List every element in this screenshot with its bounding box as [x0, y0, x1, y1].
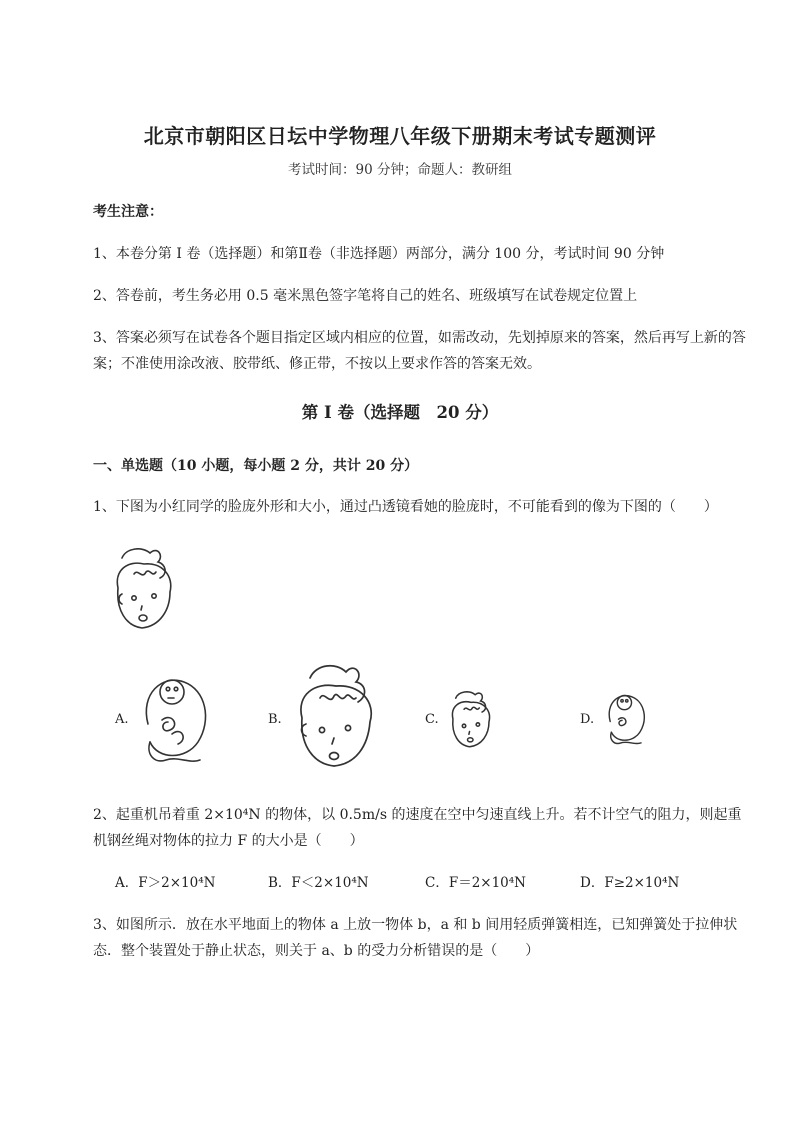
exam-title: 北京市朝阳区日坛中学物理八年级下册期末考试专题测评 — [143, 124, 657, 148]
question-2-option-d: D．F≥2×10⁴N — [580, 875, 680, 891]
notice-item-3: 3、答案必须写在试卷各个题目指定区域内相应的位置，如需改动，先划掉原来的答案，然后再写上新的答案；不准使用涂改液、胶带纸、修正带，不按以上要求作答的答案无效。 — [93, 330, 746, 372]
notice-heading: 考生注意： — [93, 204, 163, 220]
reference-face-image — [108, 544, 183, 632]
question-1-option-a-label: A. — [115, 712, 129, 727]
exam-subtitle: 考试时间：90 分钟；命题人：教研组 — [288, 162, 512, 178]
notice-item-2: 2、答卷前，考生务必用 0.5 毫米黑色签字笔将自己的姓名、班级填写在试卷规定位置上 — [93, 288, 638, 304]
question-2-text: 2、起重机吊着重 2×10⁴N 的物体，以 0.5m/s 的速度在空中匀速直线上升。若不计空气的阻力，则起重机钢丝绳对物体的拉力 F 的大小是（ ） — [93, 807, 742, 849]
question-2-option-a: A．F＞2×10⁴N — [115, 875, 216, 891]
notice-item-1: 1、本卷分第 I 卷（选择题）和第Ⅱ卷（非选择题）两部分，满分 100 分，考试时间 90 分钟 — [93, 246, 665, 262]
option-d-small-rotated-face-image — [600, 686, 650, 750]
question-3-text: 3、如图所示．放在水平地面上的物体 a 上放一物体 b，a 和 b 间用轻质弹簧相连，已知弹簧处于拉伸状态．整个装置处于静止状态，则关于 a、b 的受力分析错误的是（ ） — [93, 917, 738, 959]
section-title: 第 I 卷（选择题 20 分） — [301, 403, 499, 422]
part-heading: 一、单选题（10 小题，每小题 2 分，共计 20 分） — [93, 458, 419, 474]
option-c-small-face-image — [446, 688, 498, 750]
option-a-rotated-face-image — [132, 664, 214, 772]
question-2-option-c: C．F＝2×10⁴N — [425, 875, 526, 891]
option-b-enlarged-face-image — [290, 660, 382, 772]
question-1-text: 1、下图为小红同学的脸庞外形和大小，通过凸透镜看她的脸庞时，不可能看到的像为下图的（ ） — [93, 499, 718, 515]
question-1-option-b-label: B. — [268, 712, 282, 727]
question-1-option-c-label: C. — [425, 712, 439, 727]
question-2-option-b: B．F＜2×10⁴N — [268, 875, 369, 891]
question-1-option-d-label: D. — [580, 712, 595, 727]
